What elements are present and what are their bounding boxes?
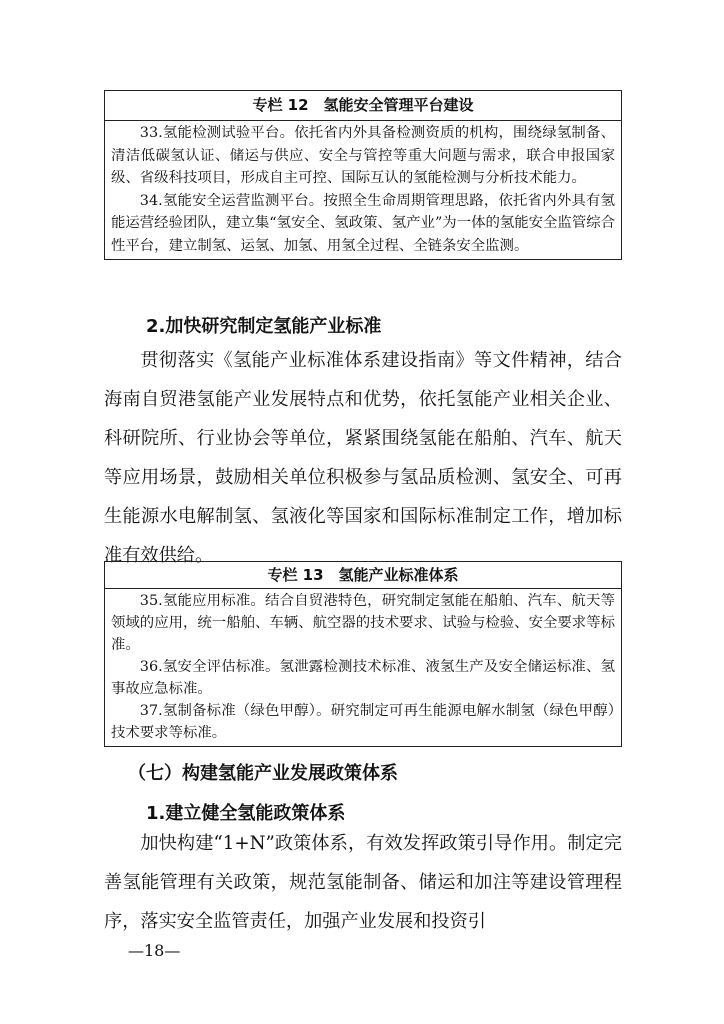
- column-item: 34.氢能安全运营监测平台。按照全生命周期管理思路，依托省内外具有氢能运营经验团队，建立集“氢安全、氢政策、氢产业”为一体的氢能安全监管综合性平台，建立制氢、运氢、加氢、用氢全过程、全链条安全监测。: [111, 192, 615, 254]
- column-item: 36.氢安全评估标准。氢泄露检测技术标准、液氢生产及安全储运标准、氢事故应急标准。: [111, 659, 615, 697]
- sub-heading: 1.建立健全氢能政策体系: [146, 803, 346, 824]
- column-item: 37.氢制备标准（绿色甲醇）。研究制定可再生能源电解水制氢（绿色甲醇）技术要求等标准。: [111, 703, 615, 741]
- column-item: 35.氢能应用标准。结合自贸港特色，研究制定氢能在船舶、汽车、航天等领域的应用，统一船舶、车辆、航空器的技术要求、试验与检验、安全要求等标准。: [111, 593, 615, 653]
- chapter-heading: （七）构建氢能产业发展政策体系: [128, 763, 398, 784]
- column-item: 33.氢能检测试验平台。依托省内外具备检测资质的机构，围绕绿氢制备、清洁低碳氢认证、储运与供应、安全与管控等重大问题与需求，联合申报国家级、省级科技项目，形成自主可控、国际互认的氢能检测与分析技术能力。: [111, 125, 615, 186]
- section-heading: 2.加快研究制定氢能产业标准: [146, 316, 382, 337]
- column-box-title: 专栏 12 氢能安全管理平台建设: [105, 91, 621, 121]
- body-paragraph: 加快构建“1+N”政策体系，有效发挥政策引导作用。制定完善氢能管理有关政策，规范氢能制备、储运和加注等建设管理程序，落实安全监管责任，加强产业发展和投资引: [104, 833, 622, 932]
- column-box-body: [105, 589, 621, 746]
- column-box-12: [104, 90, 622, 260]
- column-box-title: 专栏 13 氢能产业标准体系: [105, 562, 621, 589]
- body-paragraph: 贯彻落实《氢能产业标准体系建设指南》等文件精神，结合海南自贸港氢能产业发展特点和优势，依托氢能产业相关企业、科研院所、行业协会等单位，紧紧围绕氢能在船舶、汽车、航天等应用场景，鼓励相关单位积极参与氢品质检测、氢安全、可再生能源水电解制氢、氢液化等国家和国际标准制定工作，增加标准有效供给。: [104, 350, 622, 566]
- page-number: —18—: [128, 941, 181, 960]
- column-box-body: [105, 121, 621, 259]
- column-box-13: [104, 561, 622, 747]
